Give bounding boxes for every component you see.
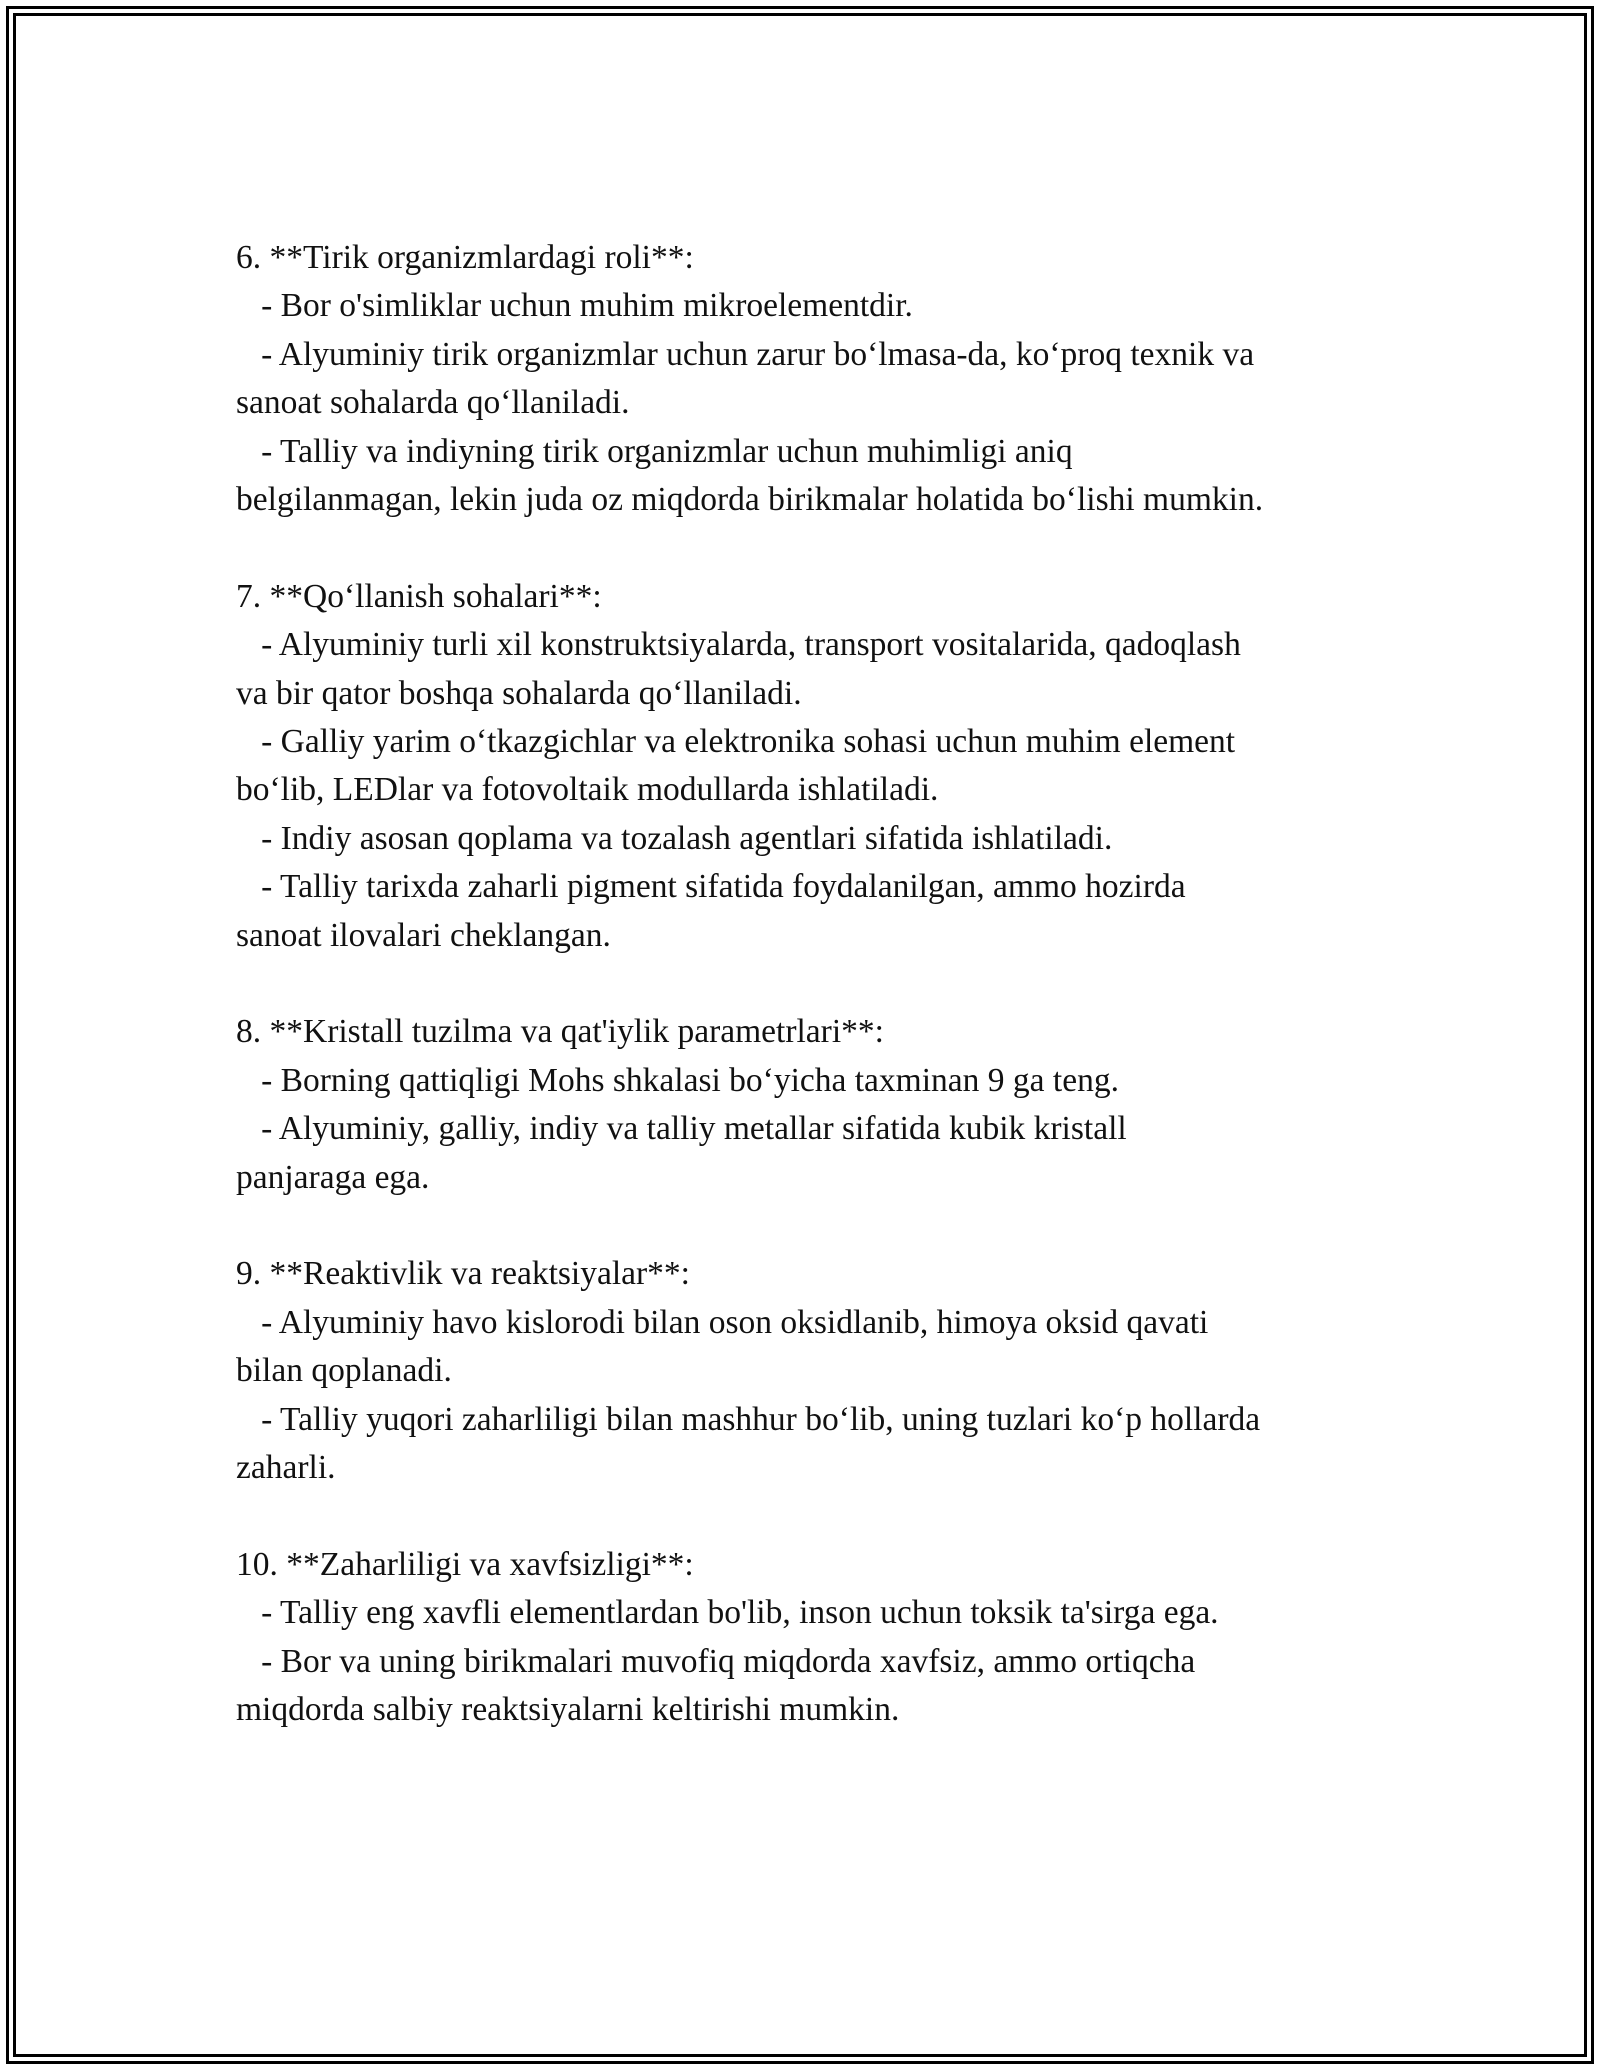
text-line: va bir qator boshqa sohalarda qoʻllaniladi. — [236, 674, 802, 712]
text-line: - Talliy eng xavfli elementlardan bo'lib, inson uchun toksik ta'sirga ega. — [236, 1594, 1219, 1632]
section-heading: 8. **Kristall tuzilma va qat'iylik parametrlari**: — [236, 1013, 884, 1051]
text-line: belgilanmagan, lekin juda oz miqdorda birikmalar holatida boʻlishi mumkin. — [236, 481, 1264, 519]
text-line: sanoat ilovalari cheklangan. — [236, 916, 611, 954]
text-line: bilan qoplanadi. — [236, 1352, 452, 1390]
text-line: - Alyuminiy havo kislorodi bilan oson oksidlanib, himoya oksid qavati — [236, 1303, 1209, 1341]
text-line: - Talliy va indiyning tirik organizmlar uchun muhimligi aniq — [236, 432, 1073, 470]
text-line: zaharli. — [236, 1449, 336, 1487]
document-body — [236, 234, 1396, 1783]
section-heading: 10. **Zaharliligi va xavfsizligi**: — [236, 1545, 694, 1583]
text-line: - Galliy yarim oʻtkazgichlar va elektronika sohasi uchun muhim element — [236, 723, 1236, 761]
section-8-crystal-structure — [236, 1008, 1396, 1202]
text-line: sanoat sohalarda qoʻllaniladi. — [236, 384, 630, 422]
text-line: - Alyuminiy tirik organizmlar uchun zarur boʻlmasa-da, koʻproq texnik va — [236, 335, 1255, 373]
section-6-role-in-organisms — [236, 234, 1396, 524]
text-line: - Indiy asosan qoplama va tozalash agentlari sifatida ishlatiladi. — [236, 819, 1113, 857]
text-line: - Talliy tarixda zaharli pigment sifatida foydalanilgan, ammo hozirda — [236, 868, 1186, 906]
text-line: - Borning qattiqligi Mohs shkalasi boʻyicha taxminan 9 ga teng. — [236, 1061, 1119, 1099]
text-line: - Bor o'simliklar uchun muhim mikroelementdir. — [236, 287, 913, 325]
section-heading: 7. **Qoʻllanish sohalari**: — [236, 577, 602, 615]
text-line: panjaraga ega. — [236, 1158, 430, 1196]
text-line: boʻlib, LEDlar va fotovoltaik modullarda ishlatiladi. — [236, 771, 939, 809]
section-9-reactivity — [236, 1250, 1396, 1492]
text-line: - Talliy yuqori zaharliligi bilan mashhur boʻlib, uning tuzlari koʻp hollarda — [236, 1400, 1261, 1438]
section-heading: 6. **Tirik organizmlardagi roli**: — [236, 239, 694, 276]
text-line: - Alyuminiy, galliy, indiy va talliy metallar sifatida kubik kristall — [236, 1110, 1127, 1148]
section-10-toxicity-safety — [236, 1541, 1396, 1735]
text-line: miqdorda salbiy reaktsiyalarni keltirishi mumkin. — [236, 1691, 900, 1729]
text-line: - Alyuminiy turli xil konstruktsiyalarda, transport vositalarida, qadoqlash — [236, 626, 1241, 664]
section-heading: 9. **Reaktivlik va reaktsiyalar**: — [236, 1255, 690, 1293]
text-line: - Bor va uning birikmalari muvofiq miqdorda xavfsiz, ammo ortiqcha — [236, 1642, 1196, 1680]
section-7-application-areas — [236, 573, 1396, 960]
